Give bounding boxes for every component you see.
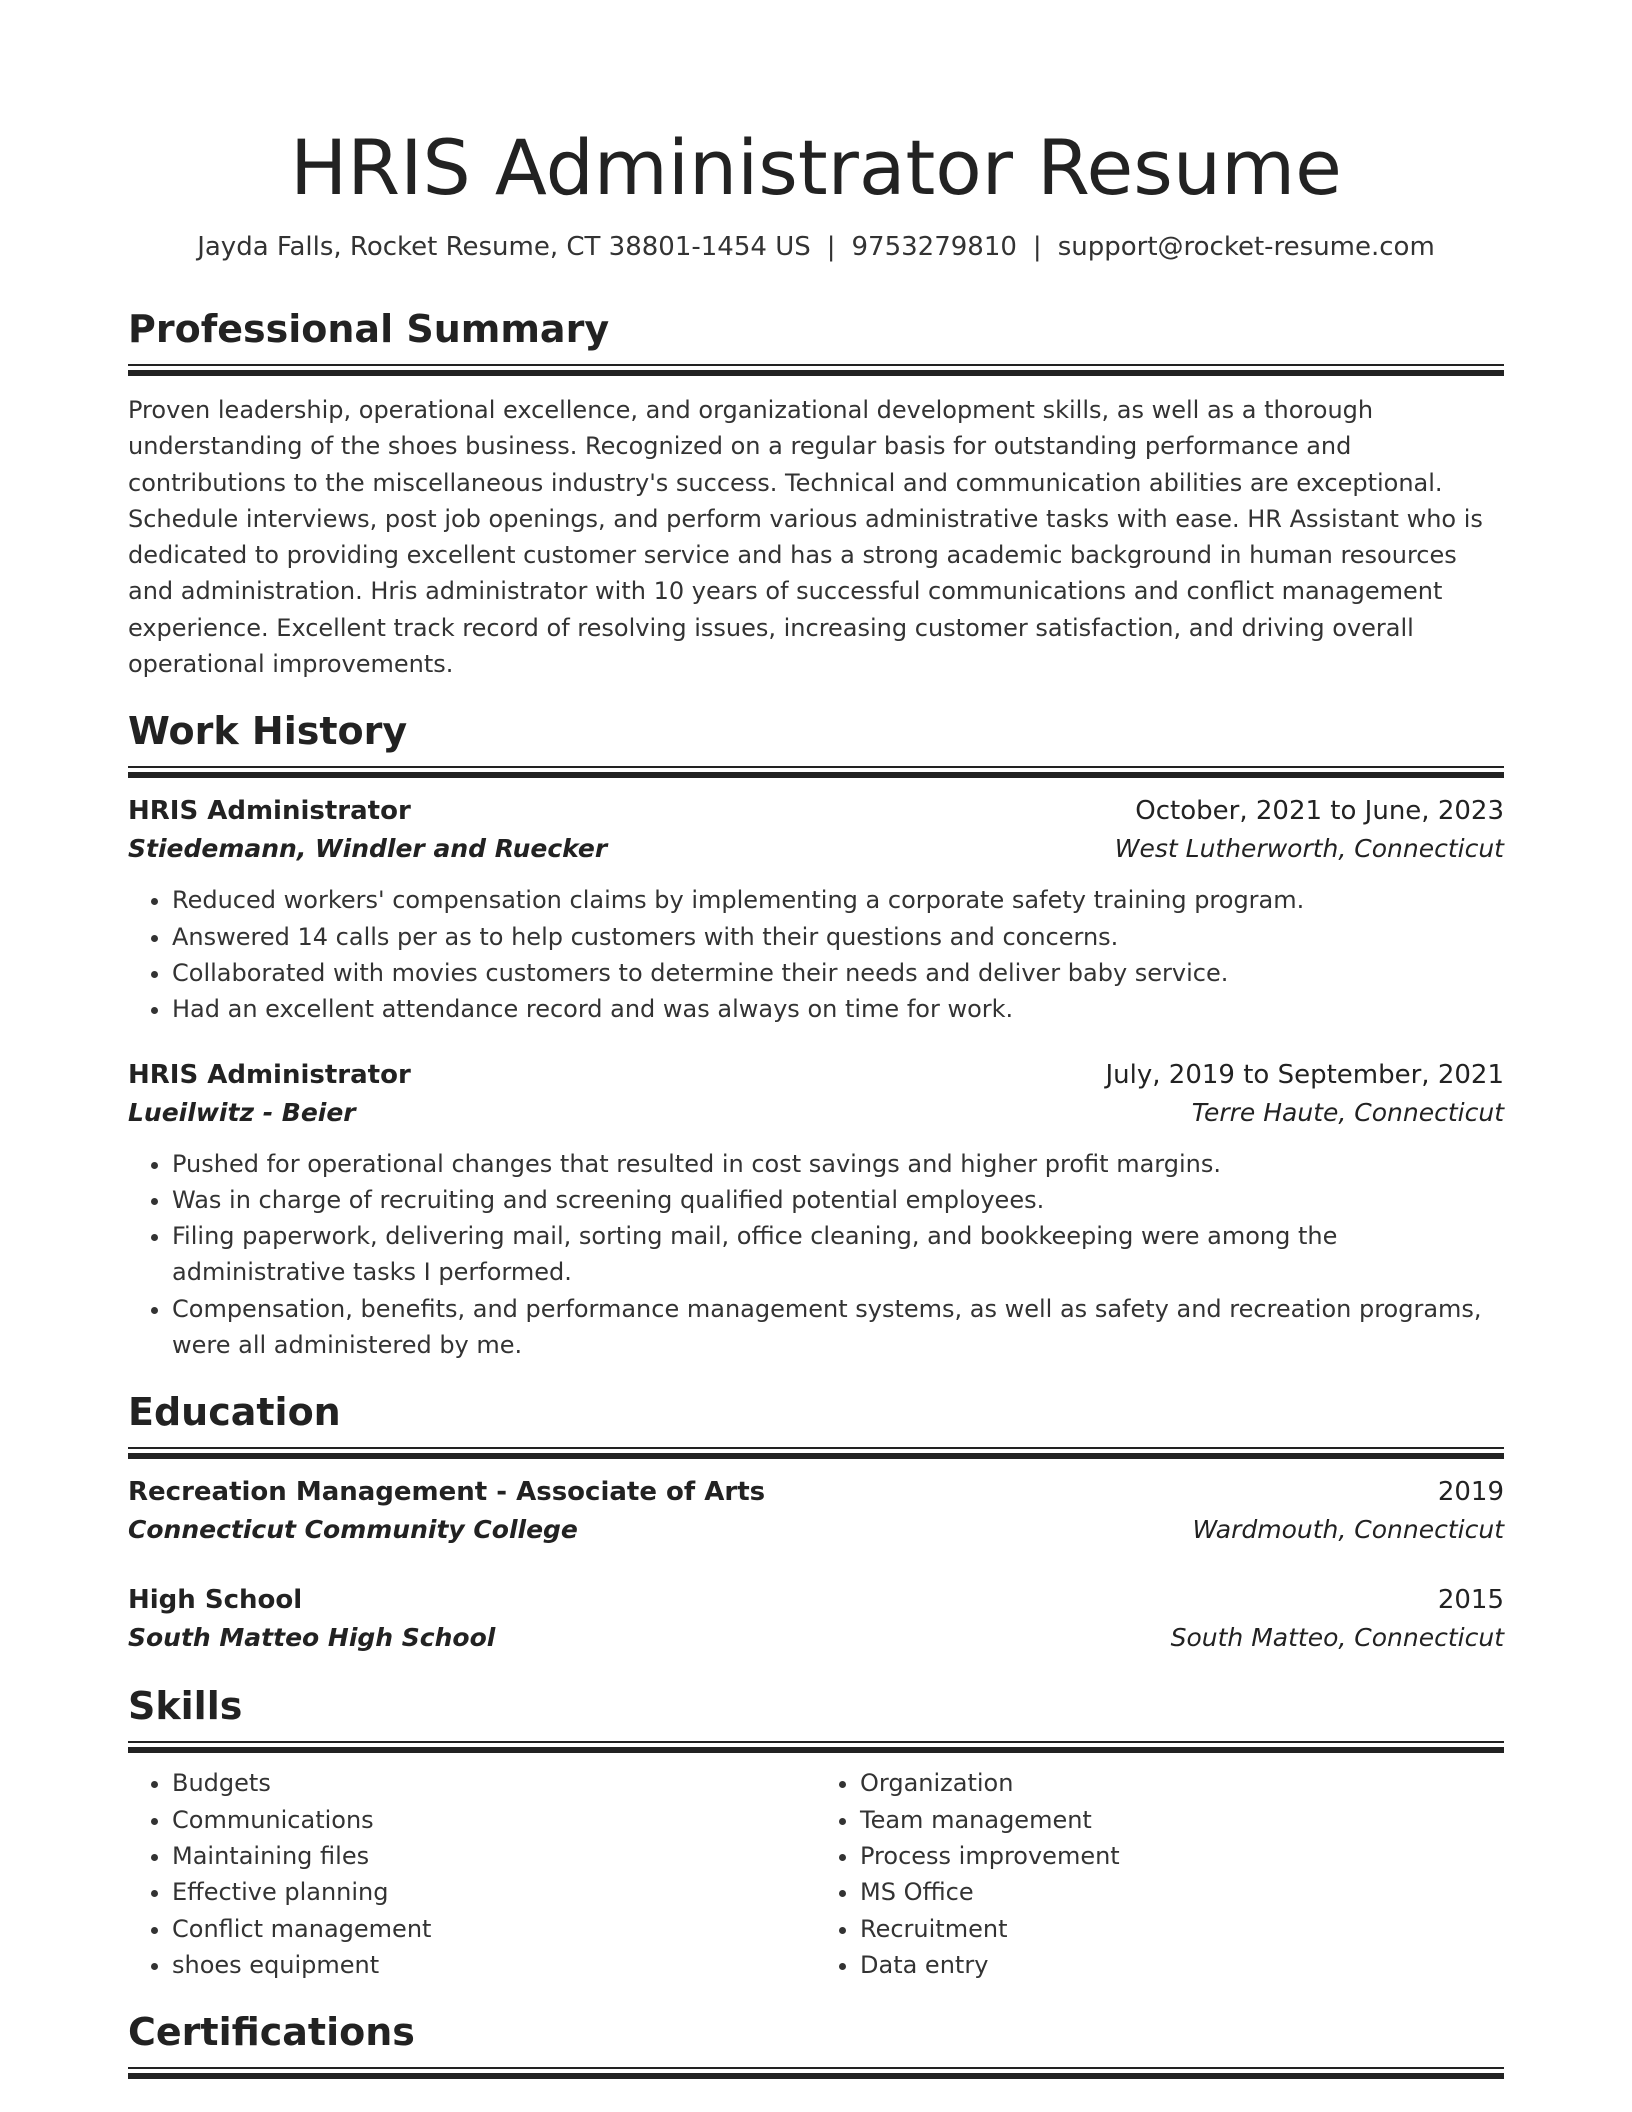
skill-item: • Effective planning: [172, 1874, 816, 1910]
section-divider: [128, 364, 1504, 376]
job-title: HRIS Administrator: [128, 1059, 411, 1090]
contact-line: [128, 230, 1504, 264]
job-entry: [128, 792, 1504, 1027]
education-year: 2019: [1437, 1477, 1504, 1508]
job-bullet: • Had an excellent attendance record and was always on time for work.: [172, 991, 1504, 1027]
job-bullet: • Filing paperwork, delivering mail, sorting mail, office cleaning, and bookkeeping were among the administrative tasks I performed.: [172, 1218, 1504, 1291]
job-bullet: • Compensation, benefits, and performance management systems, as well as safety and recreation programs, were all administered by me.: [172, 1291, 1504, 1364]
section-heading-education: Education: [128, 1390, 341, 1435]
education-year: 2015: [1437, 1585, 1504, 1616]
section-heading-skills: Skills: [128, 1684, 243, 1729]
job-location: Terre Haute, Connecticut: [1191, 1097, 1504, 1127]
job-bullet: • Was in charge of recruiting and screening qualified potential employees.: [172, 1182, 1504, 1218]
job-dates: October, 2021 to June, 2023: [1135, 796, 1504, 827]
skills-section: [128, 1681, 1504, 1983]
job-company: Lueilwitz - Beier: [128, 1097, 356, 1127]
education-degree: High School: [128, 1585, 303, 1616]
education-school: Connecticut Community College: [128, 1515, 578, 1545]
skill-item: • Team management: [860, 1802, 1504, 1838]
job-location: West Lutherworth, Connecticut: [1114, 834, 1504, 864]
job-bullet: • Reduced workers' compensation claims by implementing a corporate safety training program.: [172, 882, 1504, 918]
education-entry: [128, 1581, 1504, 1657]
skill-item: • Communications: [172, 1802, 816, 1838]
job-entry: [128, 1056, 1504, 1364]
skill-item: • Process improvement: [860, 1838, 1504, 1874]
job-bullet: • Pushed for operational changes that resulted in cost savings and higher profit margins.: [172, 1146, 1504, 1182]
summary-text: Proven leadership, operational excellence, and organizational development skills, as well as a thorough understanding of the shoes business. Recognized on a regular basis for outstanding performance and contributions to the miscellaneous industry's success. Technical and communication abilities are exceptional. Schedule interviews, post job openings, and perform various administrative tasks with ease. HR Assistant who is dedicated to providing excellent customer service and has a strong academic background in human resources and administration. Hris administrator with 10 years of successful communications and conflict management experience. Excellent track record of resolving issues, increasing customer satisfaction, and driving overall operational improvements.: [128, 396, 1483, 679]
certifications-section: [128, 2007, 1504, 2079]
skill-item: • Data entry: [860, 1947, 1504, 1983]
education-location: South Matteo, Connecticut: [1170, 1623, 1504, 1653]
education-location: Wardmouth, Connecticut: [1192, 1515, 1504, 1545]
section-divider: [128, 766, 1504, 778]
section-divider: [128, 1447, 1504, 1459]
skill-item: • Conflict management: [172, 1911, 816, 1947]
skill-item: • MS Office: [860, 1874, 1504, 1910]
education-degree: Recreation Management - Associate of Arts: [128, 1477, 766, 1508]
resume-page: [128, 0, 1504, 2079]
section-heading-certifications: Certifications: [128, 2010, 415, 2055]
skill-item: • shoes equipment: [172, 1947, 816, 1983]
skill-item: • Recruitment: [860, 1911, 1504, 1947]
job-bullets: [128, 882, 1504, 1027]
education-section: [128, 1387, 1504, 1657]
skills-list-right: [816, 1765, 1504, 1983]
section-heading-summary: Professional Summary: [128, 307, 610, 351]
job-bullet: • Answered 14 calls per as to help customers with their questions and concerns.: [172, 919, 1504, 955]
contact-email: support@rocket-resume.com: [1057, 232, 1435, 262]
skill-item: • Budgets: [172, 1765, 816, 1801]
contact-phone: 9753279810: [851, 232, 1017, 262]
job-bullets: [128, 1146, 1504, 1364]
job-dates: July, 2019 to September, 2021: [1105, 1059, 1504, 1090]
skill-item: • Maintaining files: [172, 1838, 816, 1874]
skill-item: • Organization: [860, 1765, 1504, 1801]
resume-title: HRIS Administrator Resume: [290, 123, 1342, 212]
section-divider: [128, 1741, 1504, 1753]
job-company: Stiedemann, Windler and Ruecker: [128, 834, 608, 864]
job-title: HRIS Administrator: [128, 796, 411, 827]
summary-section: [128, 304, 1504, 682]
skills-list-left: [128, 1765, 816, 1983]
section-heading-work: Work History: [128, 709, 408, 754]
education-entry: [128, 1473, 1504, 1549]
job-bullet: • Collaborated with movies customers to determine their needs and deliver baby service.: [172, 955, 1504, 991]
contact-address: Jayda Falls, Rocket Resume, CT 38801-1454 US: [197, 232, 811, 262]
contact-separator: |: [826, 232, 836, 262]
contact-separator: |: [1032, 232, 1042, 262]
skills-columns: [128, 1765, 1504, 1983]
education-school: South Matteo High School: [128, 1623, 496, 1653]
section-divider: [128, 2067, 1504, 2079]
work-section: [128, 706, 1504, 1363]
